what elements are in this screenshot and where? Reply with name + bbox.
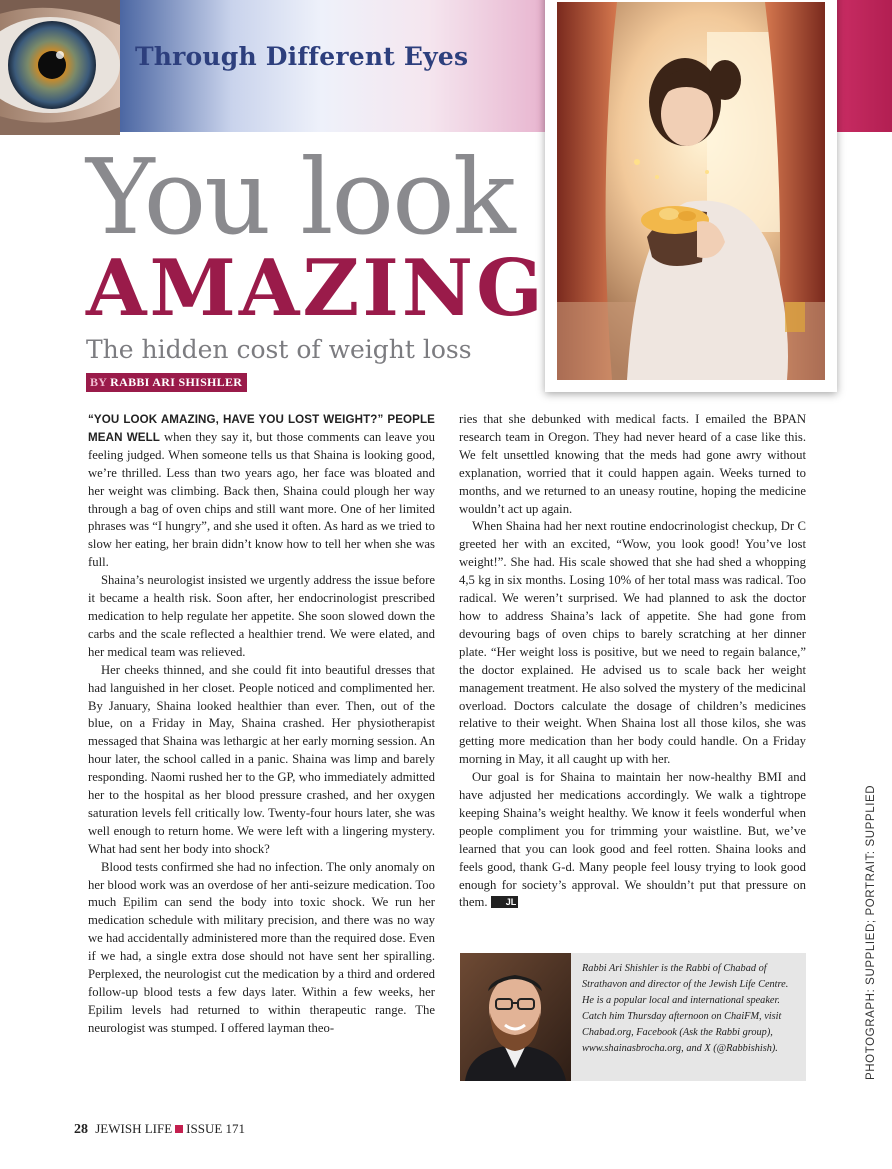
article-paragraph: Blood tests confirmed she had no infection. The only anomaly on her blood work was an overdose of her anti-seizure medication. Too much Epilim can send the body into toxic shock. We run her medication schedule with military precision, and there was no way we had accidentally administered more than the required dose. Even if we had, a single extra dose should not have sent her spiralling. Perplexed, the neurologist cut the medication by a third and ordered follow-up blood tests a few days later. Within a few weeks, her Epilim levels had returned to within therapeutic range. The neurologist was stumped. I offered layman theo- [88, 859, 435, 1035]
publication-name: JEWISH LIFE [95, 1121, 173, 1136]
paragraph-text: when they say it, but those comments can leave you feeling judged. When someone tells us that Shaina is looking good, we’re thrilled. Less than two years ago, her face was bloated and her weight was climbing. Back then, Shaina could plough her way through a bag of oven chips and still want more. One of her limited phrases was “I hungry”, and she used it often. As hard as we tried to slow her eating, her brain didn’t know how to tell her when she was full. [88, 429, 435, 570]
article-paragraph [88, 411, 435, 572]
page-number: 28 [74, 1122, 88, 1137]
issue-number: ISSUE 171 [186, 1121, 246, 1136]
article-paragraph: ries that she debunked with medical facts. I emailed the BPAN research team in Oregon. They had never heard of a case like this. We felt unsettled knowing that the meds had gone awry without explanation, worried that it could happen again. Weeks turned to months, and we returned to an uneasy routine, hoping the medicine wouldn’t act up again. [459, 412, 806, 516]
byline-author: RABBI ARI SHISHLER [110, 375, 243, 389]
byline [86, 373, 247, 392]
photo-credit: PHOTOGRAPH: SUPPLIED; PORTRAIT: SUPPLIED [865, 784, 877, 1080]
author-bio-text: Rabbi Ari Shishler is the Rabbi of Chabad of Strathavon and director of the Jewish Life Centre. He is a popular local and international speaker. Catch him Thursday afternoon on ChaiFM, visit Chabad.org, Facebook (Ask the Rabbi group), www.shainasbrocha.org, and X (@Rabbishish). [582, 963, 789, 1054]
article-paragraph [459, 769, 806, 912]
article-paragraph: Shaina’s neurologist insisted we urgently address the issue before it became a health risk. Soon after, her endocrinologist prescribed medication to help regulate her appetite. She soon slowed down the carbs and the scale reflected a healthier trend. We were elated, and her medical team was relieved. [88, 573, 435, 659]
eye-image [0, 0, 120, 135]
author-bio-box [460, 953, 806, 1081]
article-column-1 [88, 411, 435, 1038]
headline-line-2: AMAZING [86, 243, 546, 334]
byline-prefix: BY [90, 375, 107, 389]
section-title: Through Different Eyes [135, 42, 469, 71]
article-paragraph: Her cheeks thinned, and she could fit into beautiful dresses that had languished in her closet. People noticed and complimented her. By January, Shaina looked healthier than ever. Then, out of the blue, on a Friday in May, Shaina crashed. Her physiotherapist messaged that Shaina was lethargic at her early morning session. An hour later, the school called in a panic. Shaina was limp and barely responding. Naomi rushed her to the GP, who immediately admitted her to the hospital as her blood pressure crashed, and her oxygen saturation levels fell critically low. Twenty-four hours later, she was well enough to return home. We were left with a lingering mystery. What had sent her body into shock? [88, 662, 435, 856]
end-mark: JL [491, 896, 519, 908]
paragraph-text: Our goal is for Shaina to maintain her now-healthy BMI and have adjusted her medications accordingly. We walk a tightrope keeping Shaina’s weight healthy. We know it feels wonderful when people compliment you for trimming your waistline. But, we’ve learned that you can look good and feel rotten. Shaina looks and feels good, thank G-d. Many people feel lousy trying to look good enough for society’s approval. We shouldn’t put that pressure on them. [459, 770, 806, 910]
feature-photo-frame [545, 0, 837, 392]
article-column-2 [459, 411, 806, 912]
author-portrait [460, 953, 571, 1081]
lead-in: “YOU LOOK AMAZING, HAVE YOU LOST WEIGHT?” PEOPLE MEAN WELL [88, 413, 435, 444]
footer-square-icon [175, 1125, 183, 1133]
headline-deck: The hidden cost of weight loss [86, 335, 472, 364]
article-paragraph: When Shaina had her next routine endocrinologist checkup, Dr C greeted her with an excited, “Wow, you look good! You’ve lost weight!”. She had. His scale showed that she had shed a whopping 4,5 kg in six months. Losing 10% of her total mass was radical. Too radical. We weren’t surprised. We had planned to ask the doctor how to address Shaina’s lack of appetite. She had gone from devouring bags of oven chips to barely scratching at her dinner plate. “Her weight loss is positive, but we need to regain balance,” the doctor explained. He advised us to scale back her weight management treatment. He also solved the mystery of the medicinal overload. Doctors calculate the dosage of children’s medicines relative to their weight. When Shaina lost all those kilos, she was getting more medication than her body could handle. On a Friday morning in May, it all caught up with her. [459, 519, 806, 767]
headline-line-1: You look [86, 136, 514, 258]
page-footer [74, 1121, 245, 1138]
girl-with-bowl-illustration [557, 2, 825, 380]
